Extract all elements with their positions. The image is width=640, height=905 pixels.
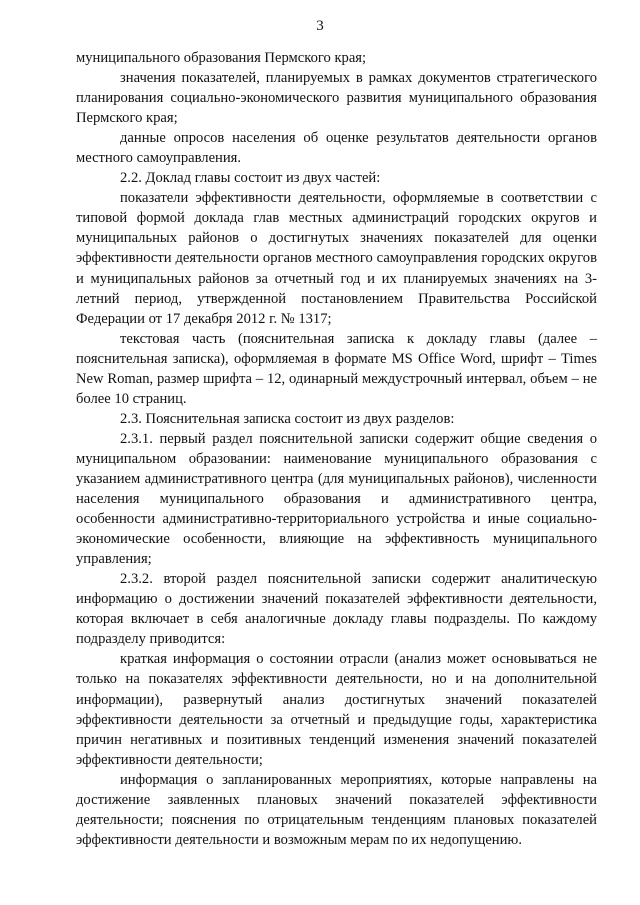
paragraph-section-2-3: 2.3. Пояснительная записка состоит из двух разделов: <box>120 410 455 427</box>
paragraph-planned-values: значения показателей, планируемых в рамках документов стратегического планирования социально-экономического развития муниципального образования Пермского края; <box>76 70 597 127</box>
paragraph-section-2-3-1: 2.3.1. первый раздел пояснительной записки содержит общие сведения о муниципальном образовании: наименование муниципального образования с указанием административного центра (для муниципальных районов), численности населения муниципального образования и административного центра, особенности административно-территориального устройства и иные социально-экономические особенности, влияющие на эффективность муниципального управления; <box>76 430 597 568</box>
paragraph-efficiency-indicators: показатели эффективности деятельности, оформляемые в соответствии с типовой формой доклада глав местных администраций городских округов и муниципальных районов о достигнутых значениях показателей для оценки эффективности деятельности органов местного самоуправления городских округов и муниципальных районов за отчетный год и их планируемых значениях на 3-летний период, утвержденной постановлением Правительства Российской Федерации от 17 декабря 2012 г. № 1317; <box>76 190 597 327</box>
paragraph-section-2-3-2: 2.3.2. второй раздел пояснительной записки содержит аналитическую информацию о достижении значений показателей эффективности деятельности, которая включает в себя аналогичные докладу главы подразделы. По каждому подразделу приводится: <box>76 571 597 648</box>
document-body <box>76 48 597 850</box>
paragraph-section-2-2: 2.2. Доклад главы состоит из двух частей: <box>120 170 381 187</box>
page-number: 3 <box>316 18 324 34</box>
paragraph-brief-info: краткая информация о состоянии отрасли (анализ может основываться не только на показателях эффективности деятельности, но и на дополнительной информации), развернутый анализ достигнутых значений показателей эффективности деятельности за отчетный и предыдущие годы, характеристика причин негативных и позитивных тенденций изменения значений показателей эффективности деятельности; <box>76 651 597 768</box>
paragraph-continuation: муниципального образования Пермского края; <box>76 50 367 66</box>
paragraph-text-part: текстовая часть (пояснительная записка к докладу главы (далее – пояснительная записка), оформляемая в формате MS Office Word, шрифт – Times New Roman, размер шрифта – 12, одинарный междустрочный интервал, объем – не более 10 страниц. <box>76 330 597 407</box>
paragraph-planned-measures: информация о запланированных мероприятиях, которые направлены на достижение заявленных плановых значений показателей эффективности деятельности; пояснения по отрицательным тенденциям плановых показателей эффективности деятельности и возможным мерам по их недопущению. <box>76 771 597 848</box>
paragraph-survey-data: данные опросов населения об оценке результатов деятельности органов местного самоуправления. <box>76 130 597 167</box>
